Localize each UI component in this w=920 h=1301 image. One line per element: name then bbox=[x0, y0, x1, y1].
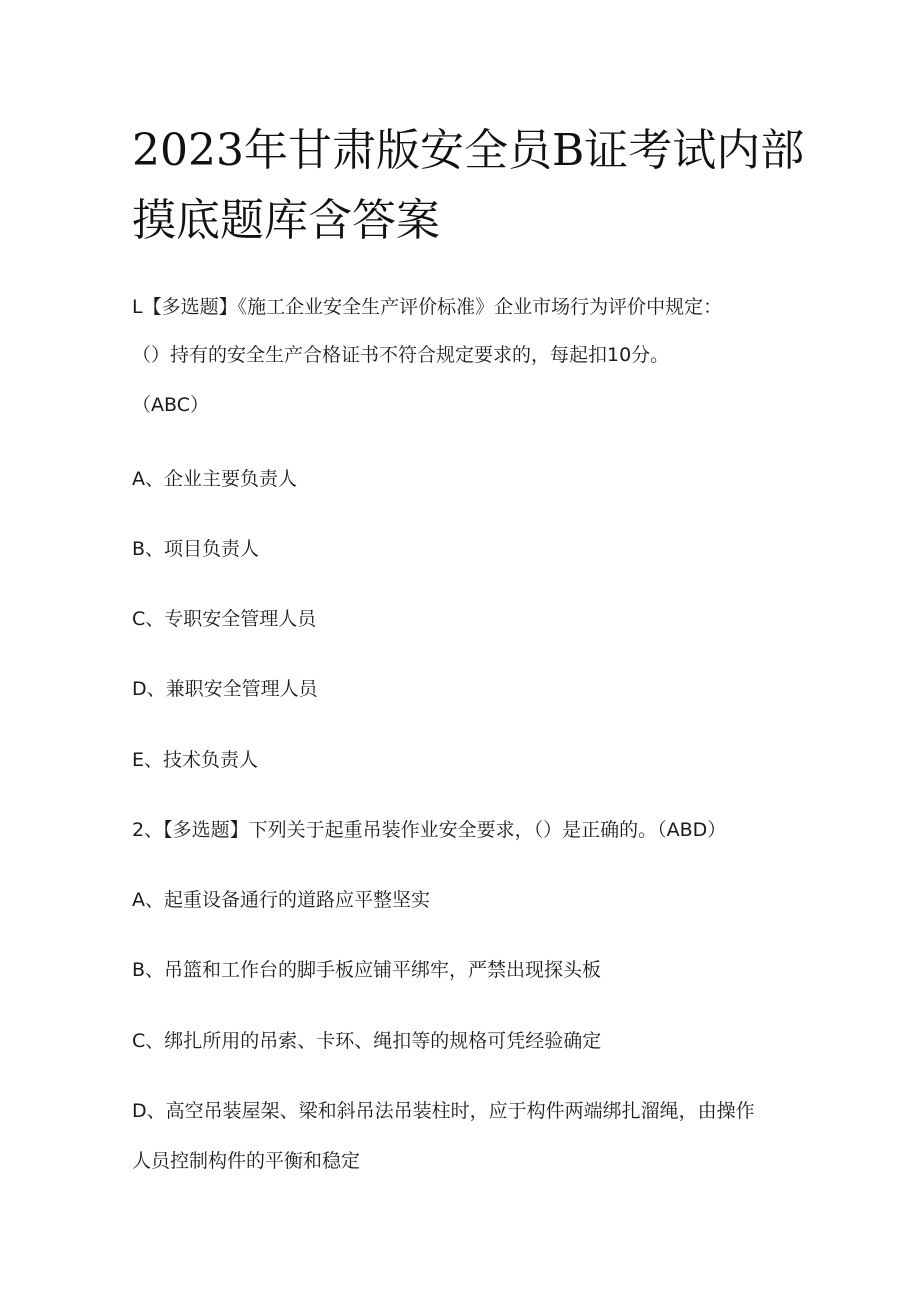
question-1-option-b: B、项目负责人 bbox=[132, 538, 260, 560]
question-2-option-b: B、吊篮和工作台的脚手板应铺平绑牢，严禁出现探头板 bbox=[132, 959, 602, 981]
document-title-line-1: 2023年甘肃版安全员B证考试内部 bbox=[132, 125, 805, 176]
question-1-option-d: D、兼职安全管理人员 bbox=[132, 678, 318, 700]
question-1-option-a: A、企业主要负责人 bbox=[132, 468, 297, 490]
question-1-option-c: C、专职安全管理人员 bbox=[132, 608, 317, 630]
document-title-line-2: 摸底题库含答案 bbox=[132, 195, 440, 246]
question-1-stem-line-1: L【多选题】《施工企业安全生产评价标准》企业市场行为评价中规定： bbox=[132, 296, 723, 318]
question-2-option-d-line-2: 人员控制构件的平衡和稳定 bbox=[132, 1150, 361, 1172]
question-1-answer: （ABC） bbox=[132, 394, 209, 416]
question-2-option-d-line-1: D、高空吊装屋架、梁和斜吊法吊装柱时，应于构件两端绑扎溜绳，由操作 bbox=[132, 1100, 755, 1122]
question-2-option-c: C、绑扎所用的吊索、卡环、绳扣等的规格可凭经验确定 bbox=[132, 1030, 602, 1052]
question-1-option-e: E、技术负责人 bbox=[132, 749, 259, 771]
question-2-option-a: A、起重设备通行的道路应平整坚实 bbox=[132, 889, 430, 911]
question-1-stem-line-2: （）持有的安全生产合格证书不符合规定要求的，每起扣10分。 bbox=[132, 344, 670, 366]
question-2-stem: 2、【多选题】下列关于起重吊装作业安全要求，（）是正确的。（ABD） bbox=[132, 819, 727, 841]
